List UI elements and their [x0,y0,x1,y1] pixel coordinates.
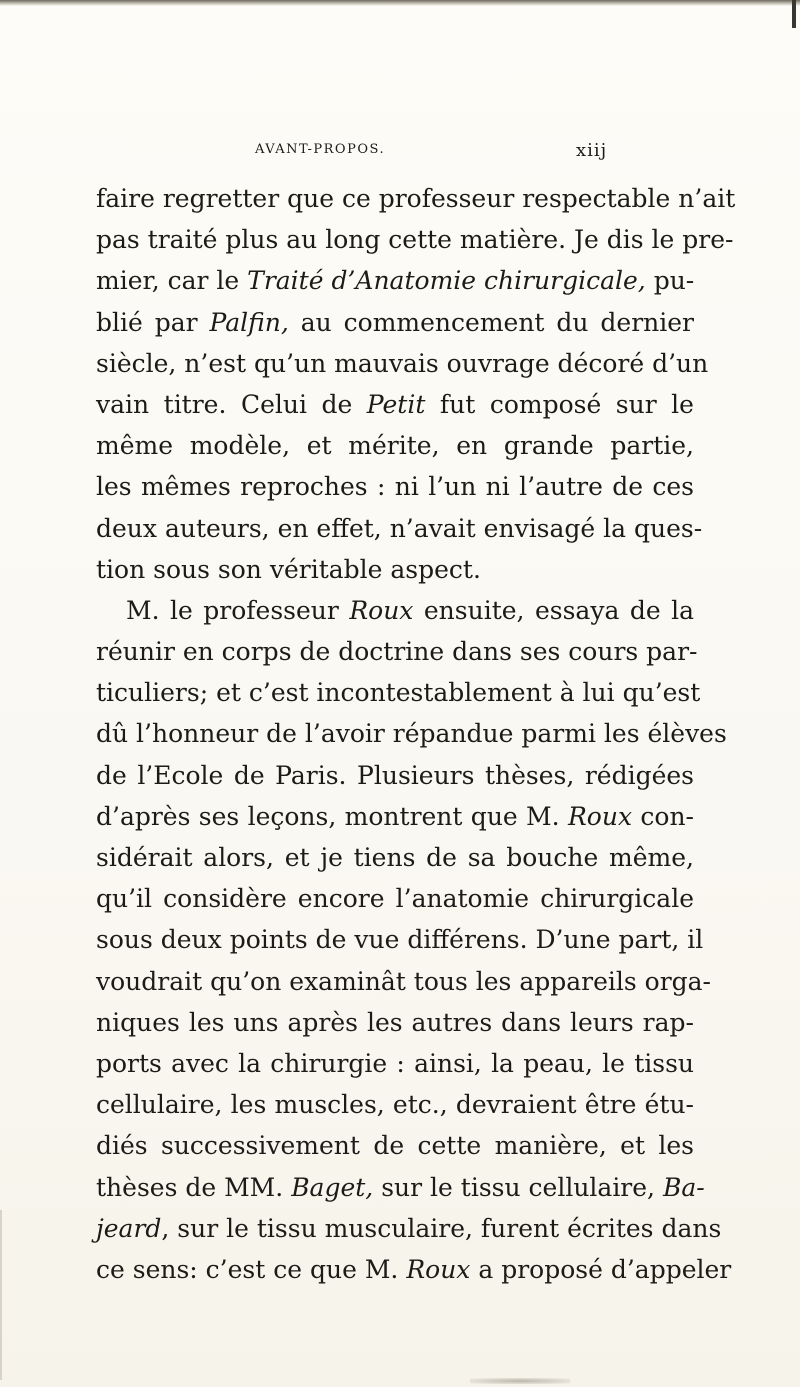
text-run: d’après ses leçons, montrent que M. [96,801,568,831]
text-run: blié par [96,307,210,337]
text-line [96,508,703,549]
text-run: mier, car le [96,266,248,296]
text-line [96,590,694,631]
text-run: tion sous son véritable aspect. [96,554,481,584]
text-run: diés successivement de cette manière, et les [96,1131,694,1161]
text-run: ce sens: c’est ce que M. [96,1254,407,1284]
page-corner-mark [792,0,796,28]
text-line [96,713,727,754]
text-run: vain titre. Celui de [96,389,367,419]
text-line [96,796,694,837]
text-line [96,631,698,672]
running-head: AVANT-PROPOS. [255,142,386,157]
text-line [96,384,694,425]
text-run: faire regretter que ce professeur respectable n’ait [96,184,736,213]
page-header [0,140,800,170]
text-run: pu- [645,266,695,296]
text-line [96,919,704,960]
text-run: les mêmes reproches : ni l’un ni l’autre de ces [96,472,694,502]
text-run: sous deux points de vue différens. D’une part, il [96,925,704,955]
italic-name: Petit [366,389,426,419]
text-run: M. le professeur [126,595,350,625]
italic-name: Roux [406,1254,471,1284]
text-run: voudrait qu’on examinât tous les appareils orga- [96,966,712,996]
text-line [96,961,712,1002]
text-line [96,1249,732,1290]
italic-name: Palfin, [209,307,289,337]
text-line [96,343,709,384]
ink-smudge [470,1378,570,1384]
italic-name: Roux [349,595,414,625]
text-run: ports avec la chirurgie : ainsi, la peau, le tissu [96,1048,694,1078]
text-line [96,1002,694,1043]
italic-name: Traité d’Anatomie chirurgicale, [247,266,646,296]
text-run: de l’Ecole de Paris. Plusieurs thèses, rédigées [96,760,694,790]
text-run: sidérait alors, et je tiens de sa bouche même, [96,843,694,872]
text-line [96,837,694,878]
text-line [96,1125,694,1166]
text-run: pas traité plus au long cette matière. Je dis le pre- [96,225,734,255]
text-line [96,302,694,343]
page-top-edge [0,0,800,6]
text-line [96,755,694,796]
text-line [96,1167,705,1208]
page-edge-shadow [0,1210,2,1380]
text-run: siècle, n’est qu’un mauvais ouvrage décoré d’un [96,348,709,378]
text-line [96,1208,722,1249]
text-run: cellulaire, les muscles, etc., devraient être étu- [96,1090,694,1120]
text-run: qu’il considère encore l’anatomie chirurgicale [96,884,694,914]
text-run: dû l’honneur de l’avoir répandue parmi les élèves [96,719,727,749]
text-run: ensuite, essaya de la [413,595,694,625]
text-run: deux auteurs, en effet, n’avait envisagé la ques- [96,513,703,543]
text-line [96,178,736,219]
page-number: xiij [576,140,608,161]
italic-name: Ba- [662,1172,705,1202]
text-line [96,1043,694,1084]
text-line [96,219,734,260]
italic-name: Baget, [291,1172,374,1202]
text-line [96,425,694,466]
italic-name: Roux [567,801,633,831]
italic-name: jeard [96,1213,162,1243]
text-line [96,878,694,919]
text-run: au commencement du dernier [288,307,695,337]
text-line [96,466,694,507]
text-line [96,260,694,301]
text-line [96,1084,694,1125]
text-run: , sur le tissu musculaire, furent écrites dans [161,1213,722,1243]
text-run: fut composé sur le [425,389,694,419]
text-run: sur le tissu cellulaire, [373,1172,663,1202]
text-run: même modèle, et mérite, en grande partie, [96,431,694,461]
text-run: a proposé d’appeler [470,1254,732,1284]
text-run: réunir en corps de doctrine dans ses cours par- [96,637,698,667]
text-line [96,549,694,590]
text-run: thèses de MM. [96,1172,292,1202]
text-run: niques les uns après les autres dans leurs rap- [96,1007,694,1037]
text-line [96,672,701,713]
text-run: con- [632,801,694,831]
text-run: ticuliers; et c’est incontestablement à lui qu’est [96,678,701,708]
body-text [96,178,736,1290]
